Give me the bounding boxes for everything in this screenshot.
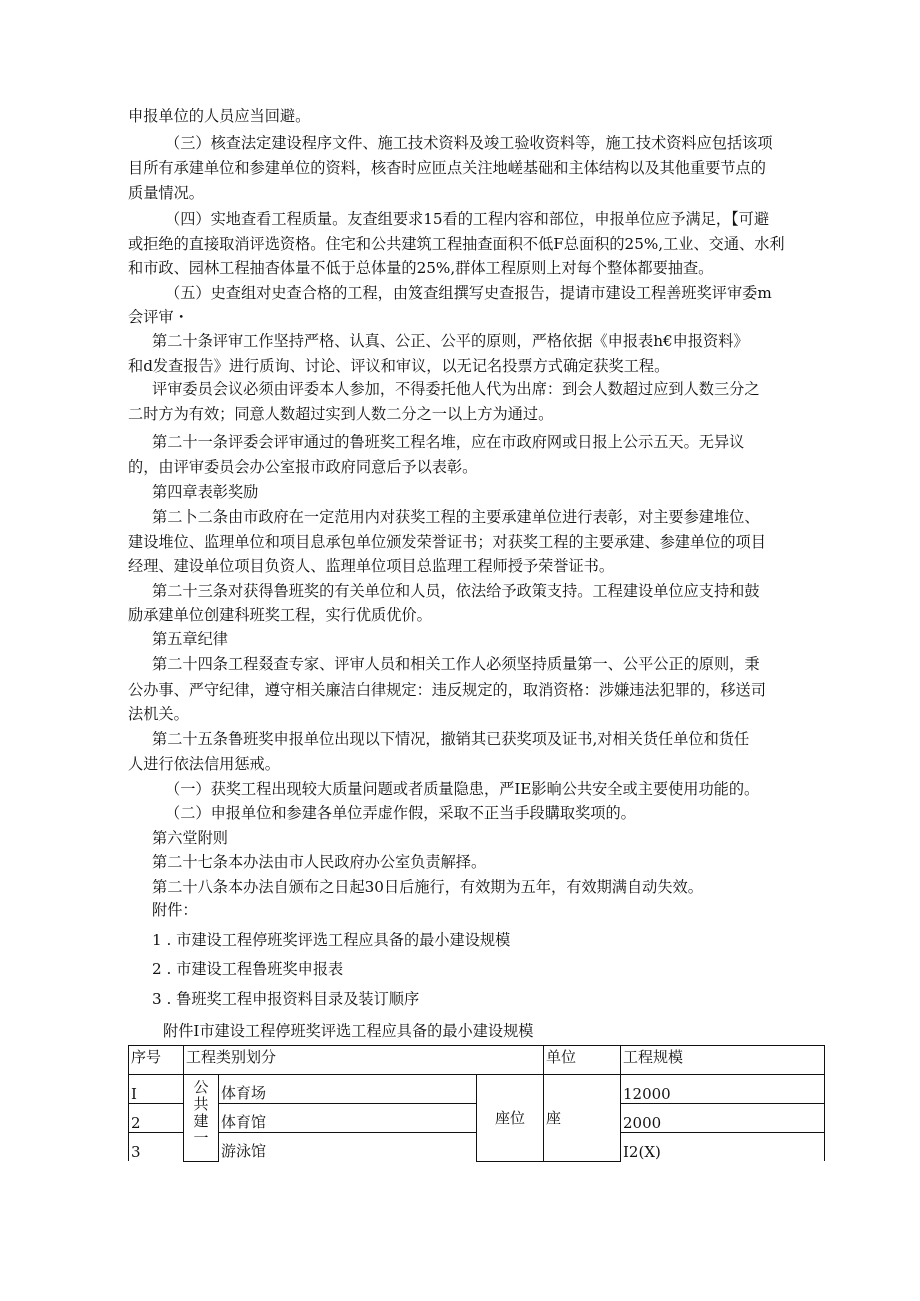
- item-scale: 2000: [621, 1104, 825, 1133]
- row-number: I: [129, 1075, 184, 1104]
- text-line: 申报单位的人员应当回避。: [128, 107, 311, 125]
- text-line: 质量情况。: [128, 184, 204, 202]
- category-cell: [184, 1075, 219, 1162]
- text-line: 励承建单位创建科班奖工程，实行优质优价。: [128, 606, 432, 624]
- attachment-item: 2 . 市建设工程鲁班奖申报表: [152, 960, 344, 978]
- header-cell: 工程规模: [621, 1046, 825, 1075]
- text-line: 评审委员会议必须由评委本人参加，不得委托他人代为出席：到会人数超过应到人数三分之: [152, 380, 760, 398]
- text-line: 和市政、园林工程抽杳体量不低于总体量的25%,群体工程原则上对每个整体都要抽查。: [128, 259, 714, 277]
- text-line: （五）史查组对史查合格的工程，由笈查组撰写史查报告，提请市建设工程善班奖评审委m: [165, 284, 772, 302]
- text-line: 目所有承建单位和参建单位的资料，核杳时应匝点关注地嵯基础和主体结构以及其他重要节点的: [128, 159, 766, 177]
- category-label: 公共建一: [193, 1078, 209, 1147]
- item-name: 体育馆: [219, 1104, 477, 1133]
- item-scale: 12000: [621, 1075, 825, 1104]
- text-line: 第二十四条工程叕查专家、评审人员和相关工作人必须坚持质量第一、公平公正的原则，秉: [152, 655, 760, 673]
- header-cell: 序号: [129, 1046, 184, 1075]
- text-line: 第二十三条对获得鲁班奖的有关单位和人员，依法给予政策支持。工程建设单位应支持和鼓: [152, 582, 760, 600]
- text-line: （四）实地查看工程质量。友查组要求15看的工程内容和部位，申报单位应予满足，【可避: [165, 210, 770, 228]
- measure-cell: 座位: [477, 1075, 544, 1162]
- table-header-row: [129, 1046, 825, 1075]
- text-line: 第二十条评审工作坚持严格、认真、公正、公平的原则，严格依据《申报表h€申报资料》: [152, 332, 749, 350]
- unit-cell: 座: [544, 1075, 621, 1162]
- text-line: 的，由评审委员会办公室报市政府同意后予以表彰。: [128, 458, 478, 476]
- header-cell: 单位: [544, 1046, 621, 1075]
- chapter-heading: 第五章纪律: [152, 630, 228, 648]
- text-line: 第二十一条评委会评审通过的鲁班奖工程名堆，应在市政府网或日报上公示五天。无异议: [152, 433, 745, 451]
- text-line: 第二卜二条由市政府在一定范用内对获奖工程的主要承建单位进行表彰，对主要参建堆位、: [152, 508, 760, 526]
- row-number: 2: [129, 1104, 184, 1133]
- text-line: 经理、建设单位项目负资人、监理单位项目总监理工程师授予荣誉证书。: [128, 557, 614, 575]
- attachment-item: 1 . 市建设工程停班奖评选工程应具备的最小建设规模: [152, 931, 511, 949]
- text-line: （一）获奖工程出现较大质量问题或者质量隐患，严IE影晌公共安全或主要使用功能的。: [165, 780, 760, 798]
- chapter-heading: 第四章表彰奖励: [152, 483, 259, 501]
- chapter-heading: 第六堂附则: [152, 829, 228, 847]
- text-line: 人进行依法信用惩戒。: [128, 755, 280, 773]
- text-line: 二时方为有效；同意人数超过实到人数二分之一以上方为通过。: [128, 405, 554, 423]
- text-line: 和d发查报告》进行质询、讨论、评议和审议，以无记名投票方式确定获奖工程。: [128, 357, 670, 375]
- table-title: 附件I市建设工程停班奖评选工程应具备的最小建设规模: [163, 1022, 534, 1040]
- item-scale: I2(X): [621, 1133, 825, 1162]
- table-row: [129, 1075, 825, 1104]
- text-line: 或拒绝的直接取消评选资格。住宅和公共建筑工程抽查面积不低F总面积的25%,工业、交通、水利: [128, 235, 785, 253]
- header-cell: 工程类别划分: [184, 1046, 544, 1075]
- text-line: 第二十五条鲁班奖申报单位出现以下情况，撤销其已获奖项及证书,对相关货任单位和货任: [152, 730, 750, 748]
- text-line: （三）核查法定建设程序文件、施工技术资料及竣工验收资料等，施工技术资料应包括该项: [165, 134, 773, 152]
- text-line: （二）申报单位和参建各单位弄虚作假，采取不正当手段購取奖项的。: [165, 804, 636, 822]
- text-line: 法机关。: [128, 705, 189, 723]
- text-line: 附件：: [152, 901, 198, 919]
- text-line: 公办事、严守纪律，遵守相关廉洁白律规定：违反规定的，取消资格：涉嫌违法犯罪的，移送司: [128, 681, 766, 699]
- item-name: 游泳馆: [219, 1133, 477, 1162]
- attachment-item: 3 . 鲁班奖工程申报资料目录及装订顺序: [152, 990, 420, 1008]
- text-line: 第二十七条本办法由市人民政府办公室负责解择。: [152, 853, 487, 871]
- scale-table: [128, 1045, 825, 1162]
- row-number: 3: [129, 1133, 184, 1162]
- item-name: 体育场: [219, 1075, 477, 1104]
- text-line: 会评审・: [128, 308, 189, 326]
- text-line: 建设堆位、监理单位和项目息承包单位颁发荣誉证书；对获奖工程的主要承建、参建单位的项目: [128, 533, 766, 551]
- text-line: 第二十八条本办法自颁布之日起30日后施行，有效期为五年，有效期满自动失效。: [152, 878, 703, 896]
